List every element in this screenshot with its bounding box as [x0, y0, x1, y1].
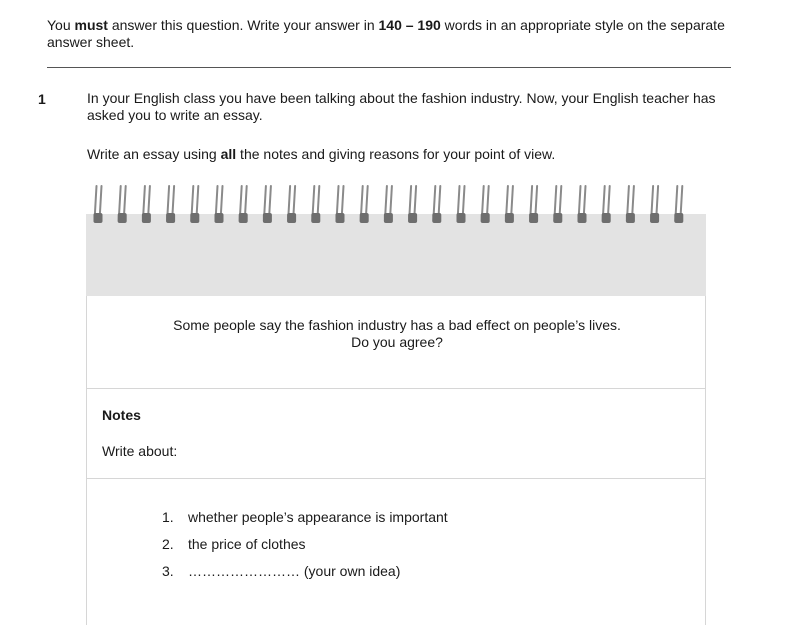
spiral-ring — [432, 186, 441, 223]
list-item — [162, 536, 448, 563]
list-item-number: 2. — [162, 536, 174, 552]
spiral-ring — [650, 186, 659, 223]
spiral-ring — [215, 186, 224, 223]
question-text: In your English class you have been talking about the fashion industry. Now, your English teacher has asked you to write an essay. — [87, 90, 716, 123]
list-item — [162, 563, 448, 590]
spiral-ring — [384, 186, 393, 223]
spiral-ring — [287, 186, 296, 223]
divider-rule — [47, 67, 731, 68]
task-text-1: Write an essay using — [87, 146, 221, 162]
list-item-number: 1. — [162, 509, 174, 525]
spiral-ring — [360, 186, 369, 223]
instructions-text-3: words in an appropriate style on the separate answer sheet. — [47, 17, 725, 50]
prompt-line-1: Some people say the fashion industry has a bad effect on people’s lives. — [173, 317, 621, 333]
spiral-ring — [336, 186, 345, 223]
question-task — [87, 146, 747, 163]
spiral-ring — [529, 186, 538, 223]
spiral-ring — [311, 186, 320, 223]
spiral-ring — [118, 186, 127, 223]
instructions-must: must — [74, 17, 108, 33]
spiral-ring — [94, 186, 103, 223]
spiral-ring — [553, 186, 562, 223]
prompt-divider — [87, 388, 705, 389]
write-about-label: Write about: — [102, 443, 178, 459]
prompt-line-2: Do you agree? — [351, 334, 443, 350]
task-bold: all — [220, 146, 237, 162]
list-item-text: …………………… (your own idea) — [188, 563, 401, 579]
question-number: 1 — [38, 91, 46, 107]
instructions-word-range: 140 – 190 — [378, 17, 441, 33]
instructions-text-2: answer this question. Write your answer in — [107, 17, 379, 33]
spiral-ring — [602, 186, 611, 223]
spiral-ring — [626, 186, 635, 223]
task-text-2: the notes and giving reasons for your point of view. — [236, 146, 556, 162]
notes-list — [162, 509, 448, 590]
spiral-ring — [505, 186, 514, 223]
instructions-text-1: You — [47, 17, 75, 33]
spiral-ring — [190, 186, 199, 223]
spiral-binding — [86, 183, 706, 227]
spiral-ring — [578, 186, 587, 223]
notes-title: Notes — [102, 407, 141, 423]
notepad — [86, 183, 706, 625]
essay-prompt — [87, 317, 707, 351]
spiral-ring — [263, 186, 272, 223]
list-item-text: the price of clothes — [188, 536, 306, 552]
spiral-ring — [239, 186, 248, 223]
list-item-number: 3. — [162, 563, 174, 579]
spiral-ring — [142, 186, 151, 223]
spiral-ring — [481, 186, 490, 223]
list-item-text: whether people’s appearance is important — [188, 509, 448, 525]
spiral-ring — [166, 186, 175, 223]
spiral-ring — [674, 186, 683, 223]
spiral-ring — [457, 186, 466, 223]
notes-divider — [87, 478, 705, 479]
spiral-ring — [408, 186, 417, 223]
instructions — [47, 17, 767, 51]
list-item — [162, 509, 448, 536]
